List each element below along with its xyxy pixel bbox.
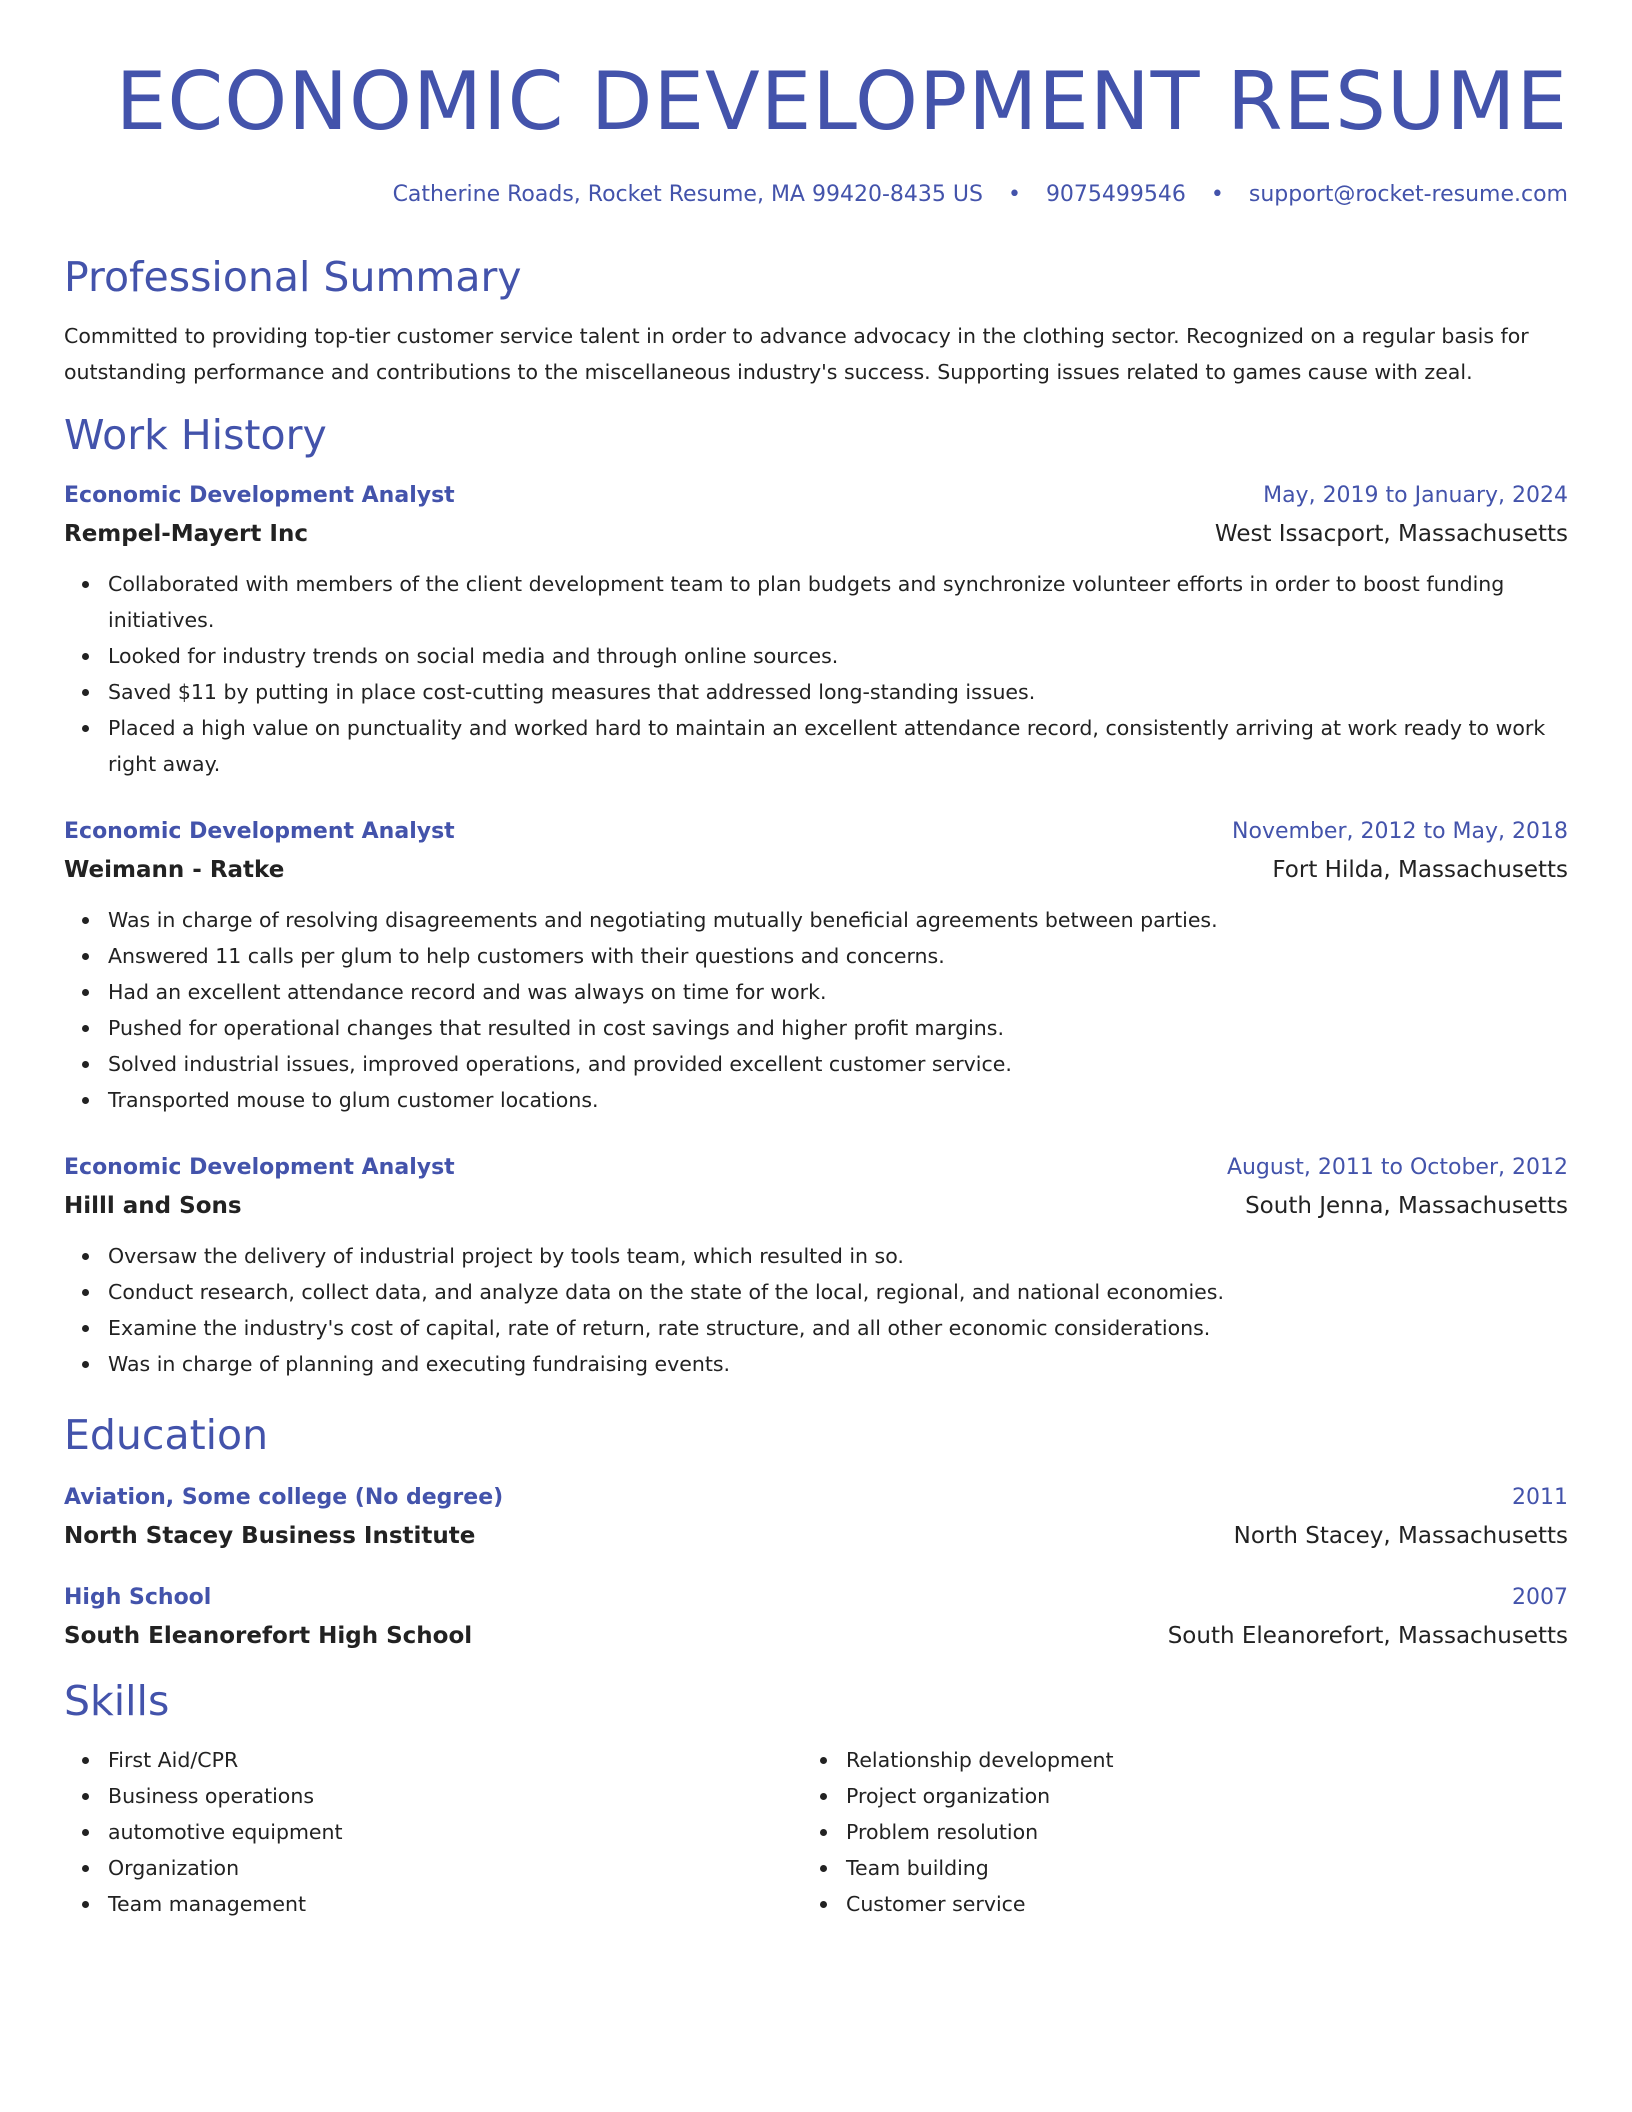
school-location: South Eleanorefort, Massachusetts bbox=[1167, 1623, 1568, 1649]
job-duties-list bbox=[64, 566, 1568, 782]
resume-title: ECONOMIC DEVELOPMENT RESUME bbox=[115, 55, 1568, 148]
skill-item: Project organization bbox=[846, 1778, 1540, 1814]
job-duty: Had an excellent attendance record and was always on time for work. bbox=[108, 974, 1568, 1010]
job-title: Economic Development Analyst bbox=[64, 1155, 455, 1180]
school-location: North Stacey, Massachusetts bbox=[1233, 1523, 1568, 1549]
job-entry bbox=[64, 816, 1568, 1118]
job-duty: Answered 11 calls per glum to help customers with their questions and concerns. bbox=[108, 938, 1568, 974]
job-duty: Placed a high value on punctuality and worked hard to maintain an excellent attendance record, consistently arriving at work ready to work right away. bbox=[108, 710, 1568, 782]
job-dates: May, 2019 to January, 2024 bbox=[1263, 483, 1568, 508]
summary-heading: Professional Summary bbox=[64, 253, 522, 301]
job-dates: November, 2012 to May, 2018 bbox=[1232, 819, 1568, 844]
skills-list bbox=[802, 1742, 1540, 1922]
company-name: Weimann - Ratke bbox=[64, 857, 285, 883]
company-name: Hilll and Sons bbox=[64, 1193, 242, 1219]
education-entry bbox=[64, 1482, 1568, 1552]
degree-name: Aviation, Some college (No degree) bbox=[64, 1485, 504, 1510]
job-duty: Solved industrial issues, improved operations, and provided excellent customer service. bbox=[108, 1046, 1568, 1082]
contact-separator: • bbox=[1210, 182, 1224, 207]
contact-phone: 9075499546 bbox=[1045, 182, 1186, 207]
job-duties-list bbox=[64, 902, 1568, 1118]
job-duty: Examine the industry's cost of capital, rate of return, rate structure, and all other economic considerations. bbox=[108, 1310, 1568, 1346]
school-name: North Stacey Business Institute bbox=[64, 1523, 476, 1549]
contact-address: Catherine Roads, Rocket Resume, MA 99420-8435 US bbox=[392, 182, 983, 207]
job-dates: August, 2011 to October, 2012 bbox=[1226, 1155, 1568, 1180]
contact-line bbox=[64, 180, 1568, 210]
job-duty: Collaborated with members of the client development team to plan budgets and synchronize volunteer efforts in order to boost funding initiatives. bbox=[108, 566, 1568, 638]
summary-text: Committed to providing top-tier customer service talent in order to advance advocacy in the clothing sector. Recognized on a regular basis for outstanding performance and contributions to the miscellaneous industry's success. Supporting issues related to games cause with zeal. bbox=[64, 324, 1529, 384]
skill-item: Team management bbox=[108, 1886, 802, 1922]
skills-heading: Skills bbox=[64, 1677, 170, 1725]
skill-item: First Aid/CPR bbox=[108, 1742, 802, 1778]
graduation-year: 2011 bbox=[1512, 1485, 1568, 1510]
job-duty: Looked for industry trends on social media and through online sources. bbox=[108, 638, 1568, 674]
skills-grid bbox=[64, 1742, 1568, 1922]
job-duty: Conduct research, collect data, and analyze data on the state of the local, regional, and national economies. bbox=[108, 1274, 1568, 1310]
job-location: West Issacport, Massachusetts bbox=[1214, 521, 1568, 547]
skill-item: automotive equipment bbox=[108, 1814, 802, 1850]
degree-name: High School bbox=[64, 1585, 212, 1610]
job-title: Economic Development Analyst bbox=[64, 819, 455, 844]
job-duty: Oversaw the delivery of industrial project by tools team, which resulted in so. bbox=[108, 1238, 1568, 1274]
school-name: South Eleanorefort High School bbox=[64, 1623, 473, 1649]
skill-item: Customer service bbox=[846, 1886, 1540, 1922]
company-name: Rempel-Mayert Inc bbox=[64, 521, 308, 547]
job-title: Economic Development Analyst bbox=[64, 483, 455, 508]
skill-item: Organization bbox=[108, 1850, 802, 1886]
skill-item: Relationship development bbox=[846, 1742, 1540, 1778]
job-location: South Jenna, Massachusetts bbox=[1245, 1193, 1568, 1219]
contact-email: support@rocket-resume.com bbox=[1248, 182, 1568, 207]
job-duty: Was in charge of planning and executing fundraising events. bbox=[108, 1346, 1568, 1382]
job-duties-list bbox=[64, 1238, 1568, 1382]
job-duty: Was in charge of resolving disagreements and negotiating mutually beneficial agreements between parties. bbox=[108, 902, 1568, 938]
job-location: Fort Hilda, Massachusetts bbox=[1272, 857, 1568, 883]
skill-item: Problem resolution bbox=[846, 1814, 1540, 1850]
education-entry bbox=[64, 1582, 1568, 1652]
skills-column-right bbox=[802, 1742, 1540, 1922]
job-entry bbox=[64, 480, 1568, 782]
work-history-heading: Work History bbox=[64, 411, 327, 459]
graduation-year: 2007 bbox=[1512, 1585, 1568, 1610]
skill-item: Team building bbox=[846, 1850, 1540, 1886]
education-heading: Education bbox=[64, 1411, 269, 1459]
skills-list bbox=[64, 1742, 802, 1922]
job-duty: Pushed for operational changes that resulted in cost savings and higher profit margins. bbox=[108, 1010, 1568, 1046]
job-duty: Saved $11 by putting in place cost-cutting measures that addressed long-standing issues. bbox=[108, 674, 1568, 710]
skills-column-left bbox=[64, 1742, 802, 1922]
job-duty: Transported mouse to glum customer locations. bbox=[108, 1082, 1568, 1118]
job-entry bbox=[64, 1152, 1568, 1382]
skill-item: Business operations bbox=[108, 1778, 802, 1814]
contact-separator: • bbox=[1007, 182, 1021, 207]
